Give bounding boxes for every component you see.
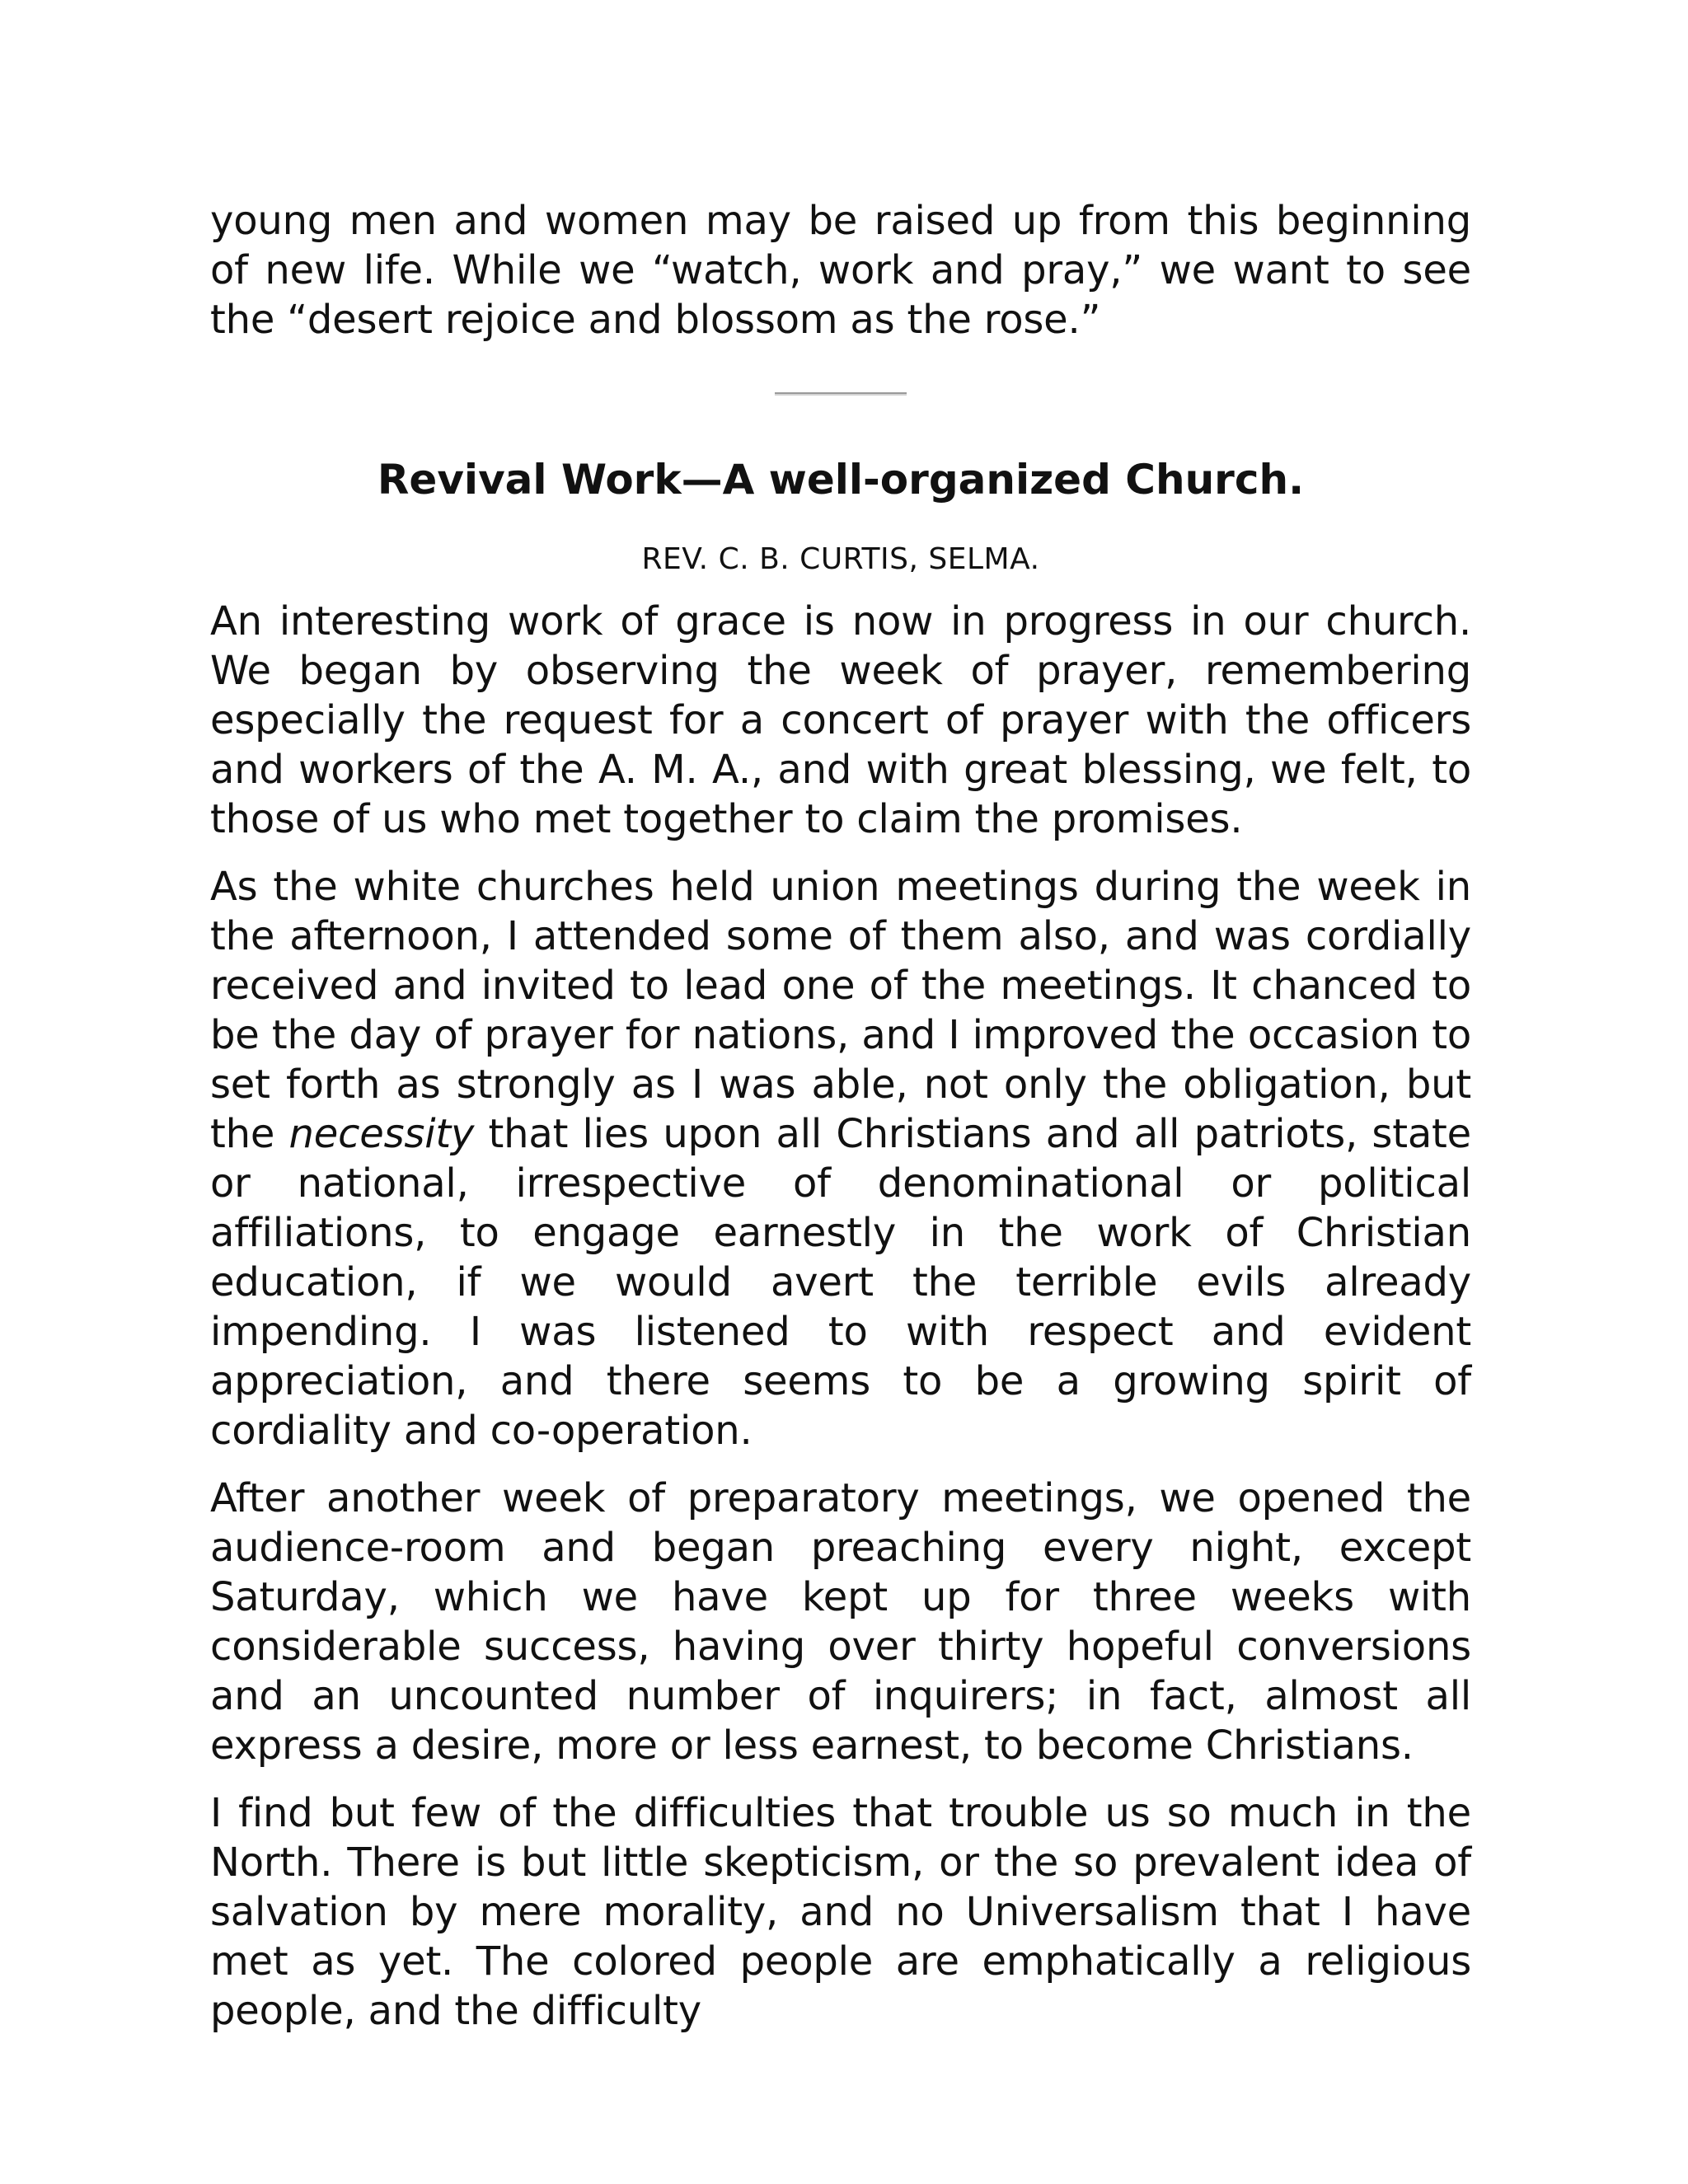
article-paragraph-4: I find but few of the difficulties that trouble us so much in the North. There is but little skepticism, or the so prevalent idea of salvation by mere morality, and no Universalism that I have met as yet. The colored people are emphatically a religious people, and the difficulty	[210, 1790, 1471, 2034]
document-page	[210, 196, 1471, 2036]
article-paragraph-2	[210, 862, 1471, 1455]
article-paragraph-1: An interesting work of grace is now in progress in our church. We began by observing the week of prayer, remembering especially the request for a concert of prayer with the officers and workers of the A. M. A., and with great blessing, we felt, to those of us who met together to claim the promises.	[210, 598, 1471, 842]
article-byline: REV. C. B. CURTIS, SELMA.	[641, 542, 1040, 576]
paragraph-2-text-start: As the white churches held union meetings during the week in the afternoon, I attended some of them also, and was cordially received and invited to lead one of the meetings. It chanced to be the day of prayer for nations, and I improved the occasion to set forth as strongly as I was able, not only the obligation, but the	[210, 864, 1471, 1157]
article-paragraph-3: After another week of preparatory meetings, we opened the audience-room and began preaching every night, except Saturday, which we have kept up for three weeks with considerable success, having over thirty hopeful conversions and an uncounted number of inquirers; in fact, almost all express a desire, more or less earnest, to become Christians.	[210, 1475, 1471, 1769]
paragraph-2-text-end: that lies upon all Christians and all patriots, state or national, irrespective of denominational or political affiliations, to engage earnestly in the work of Christian education, if we would avert the terrible evils already impending. I was listened to with respect and evident appreciation, and there seems to be a growing spirit of cordiality and co-operation.	[210, 1111, 1472, 1454]
article-title: Revival Work—A well-organized Church.	[377, 456, 1305, 504]
intro-paragraph: young men and women may be raised up from this beginning of new life. While we “watch, work and pray,” we want to see the “desert rejoice and blossom as the rose.”	[210, 198, 1471, 343]
section-divider	[775, 392, 907, 396]
emphasized-word: necessity	[288, 1111, 475, 1157]
